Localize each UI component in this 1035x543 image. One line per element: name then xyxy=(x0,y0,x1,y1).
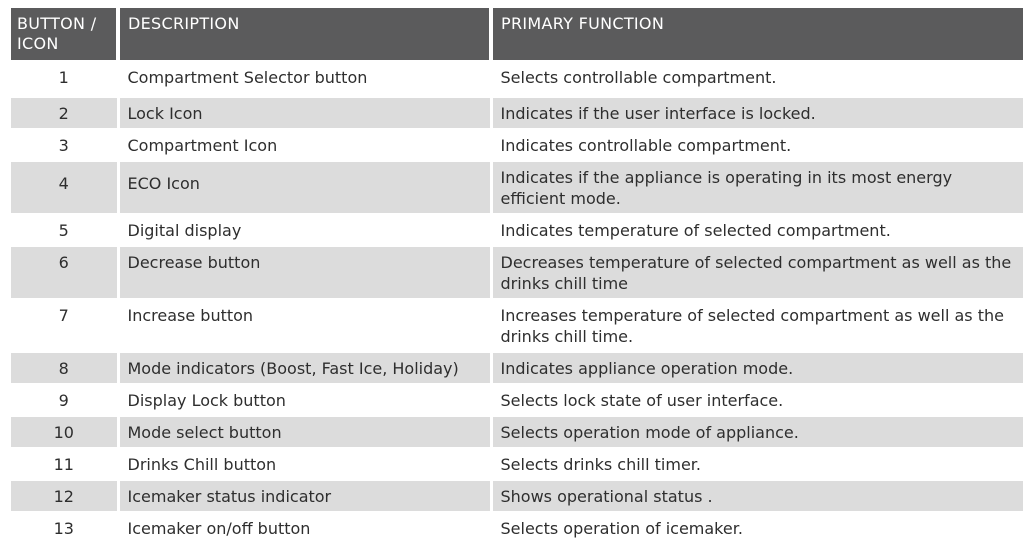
table-row xyxy=(11,129,1023,161)
row-description: Mode indicators (Boost, Fast Ice, Holiday) xyxy=(118,352,491,384)
row-function: Indicates if the user interface is locked. xyxy=(491,97,1023,129)
table-row xyxy=(11,416,1023,448)
row-description: Digital display xyxy=(118,214,491,246)
table-row xyxy=(11,299,1023,352)
row-description: Icemaker on/off button xyxy=(118,512,491,543)
row-description: Increase button xyxy=(118,299,491,352)
row-number: 12 xyxy=(11,480,118,512)
row-description: Decrease button xyxy=(118,246,491,299)
row-number: 5 xyxy=(11,214,118,246)
row-description: Drinks Chill button xyxy=(118,448,491,480)
table-body xyxy=(11,61,1023,543)
row-description: Icemaker status indicator xyxy=(118,480,491,512)
row-number: 3 xyxy=(11,129,118,161)
row-number: 8 xyxy=(11,352,118,384)
row-number: 10 xyxy=(11,416,118,448)
row-function: Selects controllable compartment. xyxy=(491,61,1023,97)
table-row xyxy=(11,384,1023,416)
row-description: Compartment Selector button xyxy=(118,61,491,97)
row-number: 4 xyxy=(11,161,118,214)
row-function: Selects operation mode of appliance. xyxy=(491,416,1023,448)
table-row xyxy=(11,480,1023,512)
row-description: Compartment Icon xyxy=(118,129,491,161)
header-button-icon: BUTTON / ICON xyxy=(11,8,118,61)
table-row xyxy=(11,161,1023,214)
row-number: 7 xyxy=(11,299,118,352)
row-function: Decreases temperature of selected compartment as well as the drinks chill time xyxy=(491,246,1023,299)
row-function: Selects drinks chill timer. xyxy=(491,448,1023,480)
row-function: Indicates temperature of selected compartment. xyxy=(491,214,1023,246)
table-row xyxy=(11,448,1023,480)
header-primary-function: PRIMARY FUNCTION xyxy=(491,8,1023,61)
row-function: Shows operational status . xyxy=(491,480,1023,512)
row-description: Lock Icon xyxy=(118,97,491,129)
table-row xyxy=(11,246,1023,299)
table-row xyxy=(11,512,1023,543)
row-description: Display Lock button xyxy=(118,384,491,416)
table-row xyxy=(11,61,1023,97)
row-function: Increases temperature of selected compartment as well as the drinks chill time. xyxy=(491,299,1023,352)
row-function: Indicates appliance operation mode. xyxy=(491,352,1023,384)
header-description: DESCRIPTION xyxy=(118,8,491,61)
row-number: 9 xyxy=(11,384,118,416)
row-number: 11 xyxy=(11,448,118,480)
table-row xyxy=(11,97,1023,129)
row-function: Indicates if the appliance is operating in its most energy efficient mode. xyxy=(491,161,1023,214)
table-row xyxy=(11,214,1023,246)
controls-table xyxy=(11,8,1023,543)
row-description: Mode select button xyxy=(118,416,491,448)
row-function: Selects lock state of user interface. xyxy=(491,384,1023,416)
row-number: 6 xyxy=(11,246,118,299)
row-function: Selects operation of icemaker. xyxy=(491,512,1023,543)
row-description: ECO Icon xyxy=(118,161,491,214)
header-row xyxy=(11,8,1023,61)
row-number: 1 xyxy=(11,61,118,97)
row-number: 2 xyxy=(11,97,118,129)
row-number: 13 xyxy=(11,512,118,543)
table-header xyxy=(11,8,1023,61)
row-function: Indicates controllable compartment. xyxy=(491,129,1023,161)
table-row xyxy=(11,352,1023,384)
